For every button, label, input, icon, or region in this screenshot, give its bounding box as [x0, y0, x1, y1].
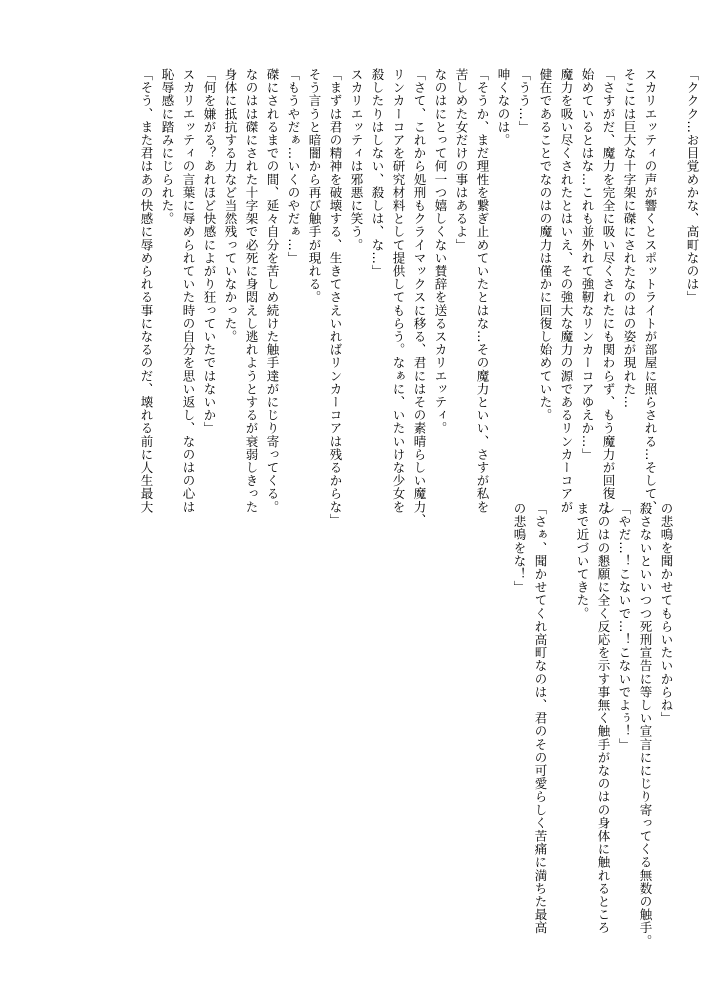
text-column: 「ククク…お目覚めかな、高町なのは」	[685, 68, 700, 304]
text-column: 「うう…」	[517, 68, 532, 134]
text-column: 「やだ…！こないで…！こないでよぅ！」	[617, 502, 632, 751]
text-column: 身体に抵抗する力など当然残っていなかった。	[223, 68, 238, 344]
text-column: スカリエッティの言葉に辱められていた時の自分を思い返し、なのはの心は	[181, 68, 196, 514]
upper-text-block	[136, 68, 703, 527]
text-column: そこには巨大な十字架に磔にされたなのはの姿が現れた…	[622, 68, 637, 409]
text-column	[661, 68, 682, 498]
text-column: 「さぁ、聞かせてくれ高町なのは、君のその可愛らしく苦痛に満ちた最高	[533, 502, 548, 935]
text-column: 始めているとはな…これも並外れて強靭なリンカーコアゆえか…」	[580, 68, 595, 461]
text-column: なのはの懇願に全く反応を示す事無く触手がなのはの身体に触れるところ	[596, 502, 611, 935]
text-column	[551, 502, 572, 972]
text-column: 「そう、また君はあの快感に辱められる事になるのだ、壊れる前に人生最大	[139, 68, 154, 514]
text-column: まで近づいてきた。	[575, 502, 590, 620]
text-column: 「さて、これから処刑もクライマックスに移る、君にはその素晴らしい魔力、	[412, 68, 427, 527]
text-column: 「そうか、まだ理性を繋ぎ止めていたとはな…その魔力といい、さすが私を	[475, 68, 490, 514]
text-column: 健在であることでなのはの魔力は僅かに回復し始めていた。	[538, 68, 553, 422]
text-column: 「もうやだぁ…いくのやだぁ…」	[286, 68, 301, 265]
text-column: なのはは磔にされた十字架で必死に身悶えし逃れようとするが衰弱しきった	[244, 68, 259, 514]
text-column: の悲鳴をな！」	[512, 502, 527, 594]
text-column: なのはにとって何一つ嬉しくない賛辞を送るスカリエッティ。	[433, 68, 448, 435]
text-column: 殺さないといいつつ死刑宣告に等しい宣言ににじり寄ってくる無数の触手。	[638, 502, 653, 948]
text-column: スカリエッティは邪悪に笑う。	[349, 68, 364, 252]
text-column: 苦しめた女だけの事はあるよ」	[454, 68, 469, 252]
text-column: リンカーコアを研究材料として提供してもらう。なぁに、いたいけな少女を	[391, 68, 406, 514]
text-column: の悲鳴を聞かせてもらいたいからね」	[659, 502, 674, 725]
text-column: 恥辱感に踏みにじられた。	[160, 68, 175, 226]
text-column: そう言うと暗闇から再び触手が現れる。	[307, 68, 322, 304]
text-column: スカリエッティの声が響くとスポットライトが部屋に照らされる…そして、	[643, 68, 658, 514]
text-column: 磔にされるまでの間、延々自分を苦しめ続けた触手達がにじり寄ってくる。	[265, 68, 280, 514]
text-column: 「さすがだ、魔力を完全に吸い尽くされたにも関わらず、もう魔力が回復し	[601, 68, 616, 514]
text-column: 「まずは君の精神を破壊する、生きてさえいればリンカーコアは残るからな」	[328, 68, 343, 527]
text-column: 呻くなのは。	[496, 68, 511, 147]
text-column: 「何を嫌がる？あれほど快感によがり狂っていたではないか」	[202, 68, 217, 435]
text-column: 殺したりはしない、殺しは、な…」	[370, 68, 385, 278]
text-column: 魔力を吸い尽くされたとはいえ、その強大な魔力の源であるリンカーコアが	[559, 68, 574, 514]
lower-text-block	[509, 502, 677, 972]
